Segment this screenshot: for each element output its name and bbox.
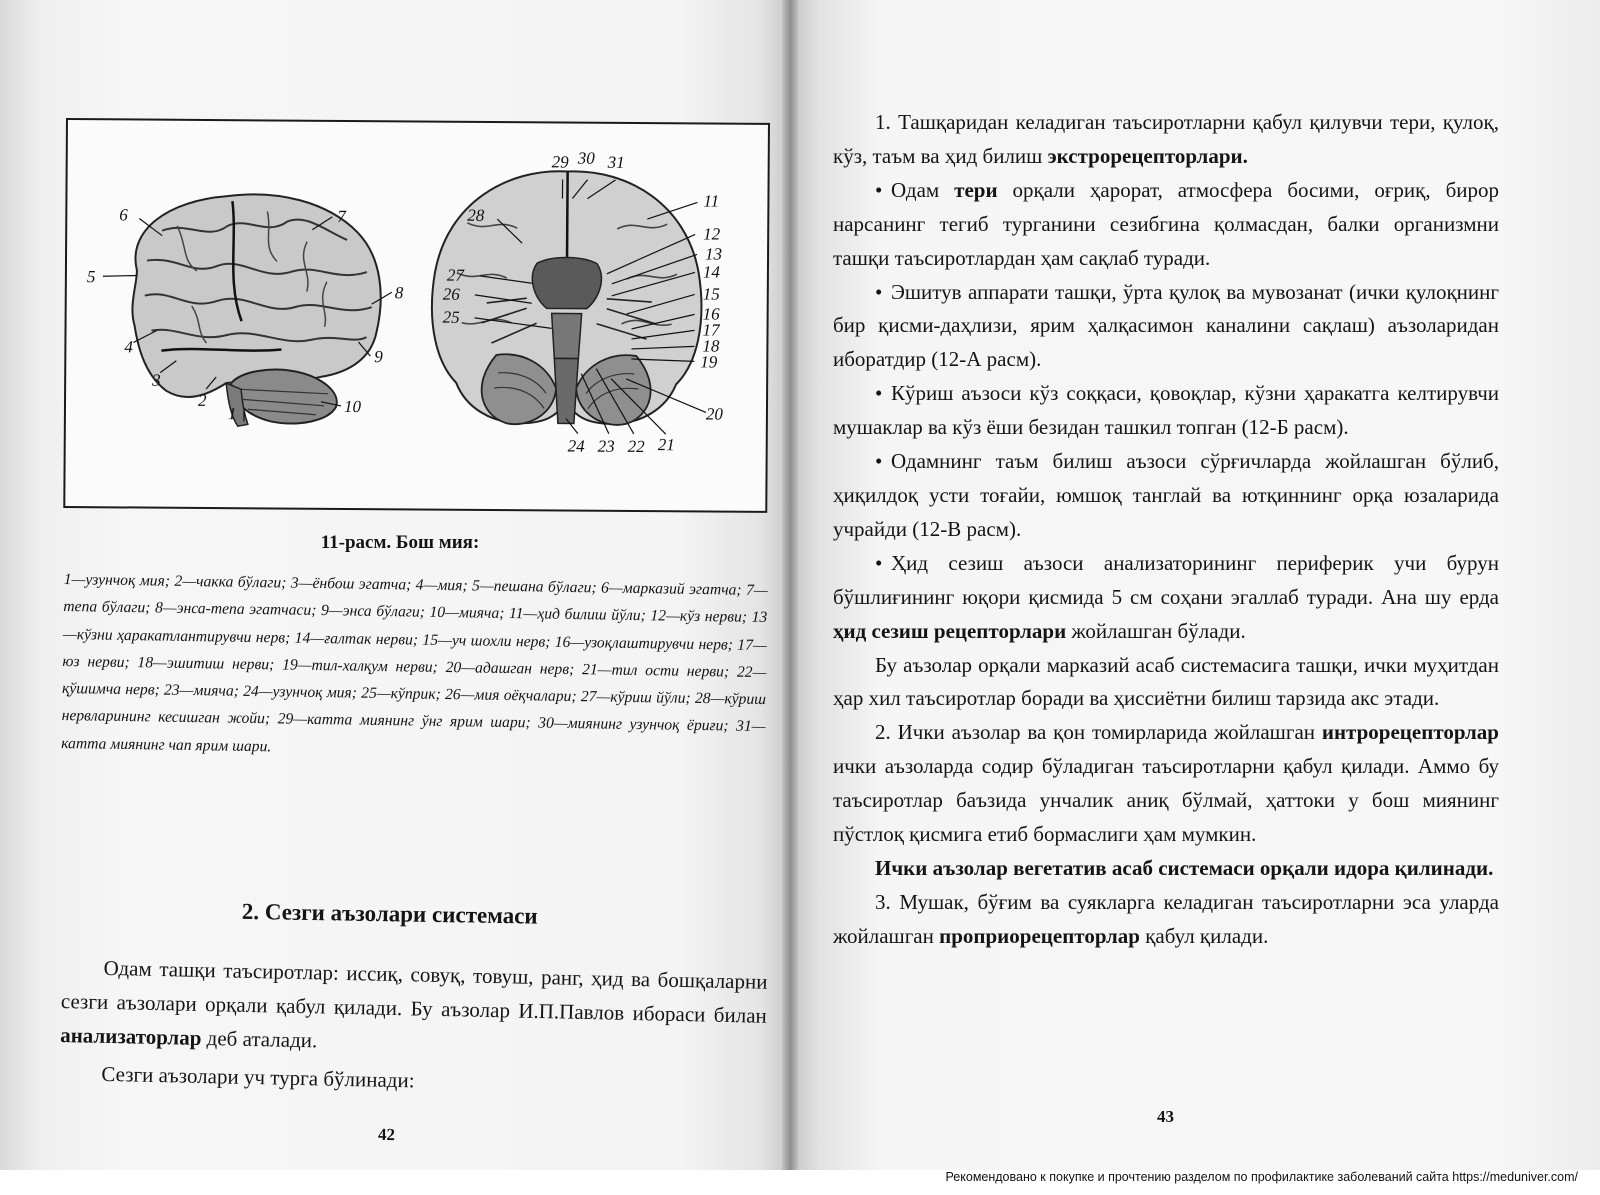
site-watermark: Рекомендовано к покупке и прочтению разделом по профилактике заболеваний сайта https://meduniver.com/ [945, 1170, 1578, 1184]
bullet-skin-text-a: Одам [891, 177, 955, 202]
bullet-icon: • [875, 381, 883, 406]
fig-label-2: 2 [197, 390, 207, 410]
left-paragraph-1 [60, 950, 768, 1067]
fig-label-24: 24 [567, 436, 585, 456]
fig-label-12: 12 [703, 224, 721, 244]
fig-label-8: 8 [394, 283, 404, 303]
bullet-smell-text-b: жойлашган бўлади. [1066, 618, 1246, 643]
fig-label-23: 23 [597, 436, 615, 456]
left-p1-bold-term: анализаторлар [59, 1022, 202, 1050]
fig-label-5: 5 [86, 267, 96, 287]
fig-label-6: 6 [119, 205, 128, 225]
fig-label-21: 21 [657, 435, 675, 455]
bullet-icon: • [875, 449, 883, 474]
lateral-brain-drawing [132, 194, 382, 428]
figure-caption-legend: 1—узунчоқ мия; 2—чакка бўлаги; 3—ёнбош эгатча; 4—мия; 5—пешана бўлаги; 6—марказий эгатча; 7—тепа бўлаги; 8—энса-тепа эгатчаси; 9—энса бўлаги; 10—мияча; 11—ҳид билиш йўли; 12—кўз нерви; 13—кўзни ҳаракатлантирувчи нерв; 14—ғалтак нерви; 15—уч шохли нерв; 16—узоқлаштирувчи нерв; 17—юз нерви; 18—эшитиш нерви; 19—тил-халқум нерви; 20—адашган нерв; 21—тил ости нерви; 22—қўшимча нерв; 23—мияча; 24—узунчоқ мия; 25—кўприк; 26—мия оёқчалари; 27—кўриш йўли; 28—кўриш нервларининг кесишган жойи; 29—катта миянинг ўнг ярим шари; 30—миянинг узунчоқ ёриғи; 31—катта миянинг чап ярим шари. [61, 570, 768, 756]
bullet-icon: • [875, 177, 883, 202]
fig-label-7: 7 [337, 206, 346, 226]
fig-label-29: 29 [551, 152, 569, 172]
fig-label-28: 28 [467, 205, 485, 225]
fig-label-4: 4 [124, 337, 133, 357]
fig-label-27: 27 [446, 265, 464, 285]
left-paragraph-2: Сезги аъзолари уч турга бўлинади: [101, 1061, 415, 1093]
right-page-body [833, 106, 1499, 954]
fig-label-1: 1 [227, 404, 237, 424]
fig-label-13: 13 [705, 244, 723, 264]
bullet-smell-bold: ҳид сезиш рецепторлари [833, 618, 1067, 643]
right-paragraph-3 [833, 716, 1499, 852]
fig-label-31: 31 [607, 152, 625, 172]
bullet-icon: • [875, 279, 883, 304]
bullet-hearing-text: Эшитув аппарати ташқи, ўрта қулоқ ва мувозанат (ички қулоқнинг бир қисми-даҳлизи, ярим ҳалқасимон каналини сақлаш) аъзоларидан иборатдир (12-А расм). [833, 279, 1499, 372]
figure-caption-title: 11-расм. Бош мия: [320, 532, 480, 553]
section-heading: 2. Сезги аъзолари системаси [241, 898, 538, 929]
right-paragraph-1 [833, 106, 1499, 174]
fig-label-30: 30 [577, 148, 595, 168]
bullet-skin [833, 174, 1499, 276]
left-p1-text-b: деб аталади. [201, 1025, 318, 1053]
bullet-vision [833, 377, 1499, 445]
right-paragraph-5 [833, 886, 1499, 954]
fig-label-20: 20 [705, 404, 724, 424]
brain-figure [63, 118, 770, 513]
fig-label-14: 14 [702, 262, 721, 282]
page-number-left: 42 [377, 1124, 396, 1145]
right-p1-bold-term: экстрорецепторлари. [1047, 143, 1248, 168]
bullet-hearing [833, 276, 1499, 378]
fig-label-19: 19 [700, 352, 718, 372]
fig-label-25: 25 [442, 307, 460, 327]
bullet-taste [833, 445, 1499, 547]
bullet-taste-text: Одамнинг таъм билиш аъзоси сўрғичларда жойлашган бўлиб, ҳиқилдоқ усти тоғайи, юмшоқ танглай ва ютқиннинг орқа юзаларида учрайди (12-В расм). [833, 449, 1499, 541]
bullet-smell-text-a: Ҳид сезиш аъзоси анализаторининг периферик учи бурун бўшлиғининг юқори қисмида 5 см соҳани эгаллаб туради. Ана шу ерда [833, 550, 1499, 609]
bullet-icon: • [875, 550, 883, 575]
book-gutter [782, 0, 798, 1170]
right-p5-bold-term: проприорецепторлар [939, 923, 1140, 948]
right-paragraph-4: Ички аъзолар вегетатив асаб системаси орқали идора қилинади. [875, 855, 1494, 880]
right-p3-text-b: ички аъзоларда содир бўладиган таъсиротларни қабул қилади. Аммо бу таъсиротлар баъзида унчалик аниқ бўлмай, ҳаттоки у бош миянинг пўстлоқ қисмига етиб бормаслиги ҳам мумкин. [833, 754, 1499, 847]
right-p3-bold-term: интрорецепторлар [1321, 720, 1499, 745]
fig-label-16: 16 [702, 304, 720, 324]
fig-label-26: 26 [442, 284, 460, 304]
left-page-body [59, 950, 768, 1105]
fig-label-22: 22 [627, 436, 645, 457]
right-p5-text-a: 3. Мушак, бўғим ва суякларга келадиган таъсиротларни эса уларда жойлашган [833, 889, 1499, 948]
fig-label-3: 3 [152, 370, 161, 390]
bullet-vision-text: Кўриш аъзоси кўз соққаси, қовоқлар, кўзни ҳаракатга келтирувчи мушаклар ва кўз ёши безидан ташкил топган (12-Б расм). [833, 381, 1499, 440]
bullet-skin-text-b: орқали ҳарорат, атмосфера босими, оғриқ, бирор нарсанинг тегиб турганини сезибгина қолмасдан, балки организмни ташқи таъсиротлардан ҳам сақлаб туради. [833, 177, 1499, 270]
fig-label-15: 15 [702, 284, 720, 304]
bullet-smell [833, 547, 1499, 649]
fig-label-10: 10 [343, 396, 362, 417]
right-p3-text-a: 2. Ички аъзолар ва қон томирларида жойлашган [875, 720, 1322, 745]
right-paragraph-2: Бу аъзолар орқали марказий асаб системасига ташқи, ички муҳитдан ҳар хил таъсиротлар боради ва ҳиссиётни билиш тарзида акс этади. [833, 652, 1499, 711]
right-p1-text: 1. Ташқаридан келадиган таъсиротларни қабул қилувчи тери, қулоқ, кўз, таъм ва ҳид билиш [833, 110, 1499, 168]
brain-illustration [65, 120, 768, 511]
fig-label-9: 9 [374, 347, 383, 367]
fig-label-11: 11 [703, 191, 720, 211]
fig-label-18: 18 [702, 336, 720, 356]
left-page [0, 0, 790, 1170]
right-p5-text-b: қабул қилади. [1139, 923, 1269, 948]
page-number-right: 43 [1157, 1107, 1174, 1126]
fig-label-17: 17 [702, 320, 720, 340]
left-p1-text-a: Одам ташқи таъсиротлар: иссиқ, совуқ, товуш, ранг, ҳид ва бошқаларни сезги аъзолари орқали қабул қилади. Бу аъзолар И.П.Павлов ибораси билан [60, 955, 768, 1028]
bullet-skin-bold: тери [954, 177, 998, 202]
